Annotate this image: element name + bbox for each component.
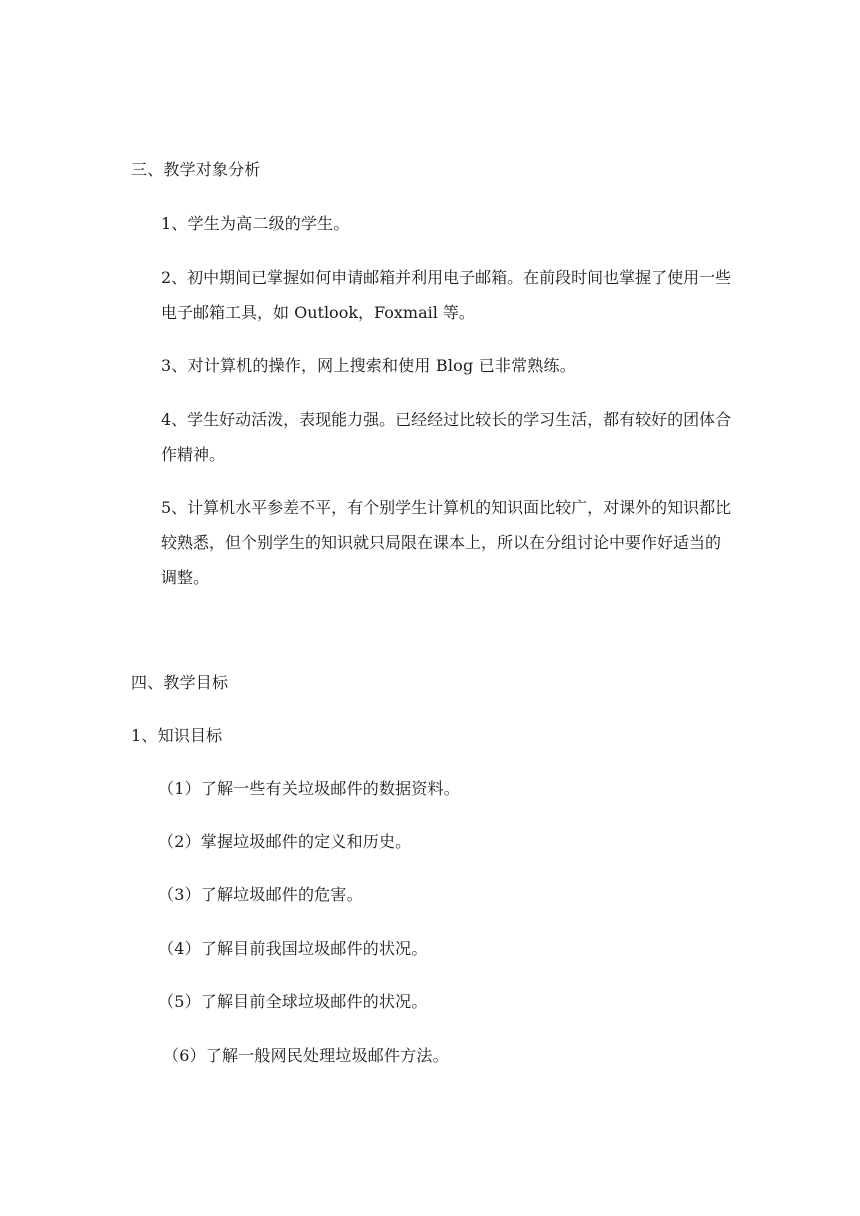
- section-heading-teaching-goals: 四、教学目标: [131, 673, 229, 692]
- student-analysis-item-1: 1、学生为高二级的学生。: [161, 214, 350, 233]
- student-analysis-item-2: 2、初中期间已掌握如何申请邮箱并利用电子邮箱。在前段时间也掌握了使用一些电子邮箱工具，如 Outlook，Foxmail 等。: [161, 268, 732, 322]
- subheading-knowledge-goals: 1、知识目标: [131, 726, 223, 745]
- student-analysis-item-5: 5、计算机水平参差不平，有个别学生计算机的知识面比较广，对课外的知识都比较熟悉，但个别学生的知识就只局限在课本上，所以在分组讨论中要作好适当的调整。: [161, 498, 732, 587]
- knowledge-goal-3: （3）了解垃圾邮件的危害。: [158, 885, 363, 904]
- student-analysis-item-3: 3、对计算机的操作，网上搜索和使用 Blog 已非常熟练。: [161, 356, 576, 375]
- knowledge-goal-2: （2）掌握垃圾邮件的定义和历史。: [158, 832, 412, 851]
- knowledge-goal-1: （1）了解一些有关垃圾邮件的数据资料。: [158, 779, 460, 798]
- knowledge-goal-5: （5）了解目前全球垃圾邮件的状况。: [158, 992, 428, 1011]
- knowledge-goal-6: （6）了解一般网民处理垃圾邮件方法。: [163, 1046, 449, 1065]
- section-heading-student-analysis: 三、教学对象分析: [131, 160, 261, 179]
- student-analysis-item-4: 4、学生好动活泼，表现能力强。已经经过比较长的学习生活，都有较好的团体合作精神。: [161, 410, 732, 464]
- knowledge-goal-4: （4）了解目前我国垃圾邮件的状况。: [158, 939, 428, 958]
